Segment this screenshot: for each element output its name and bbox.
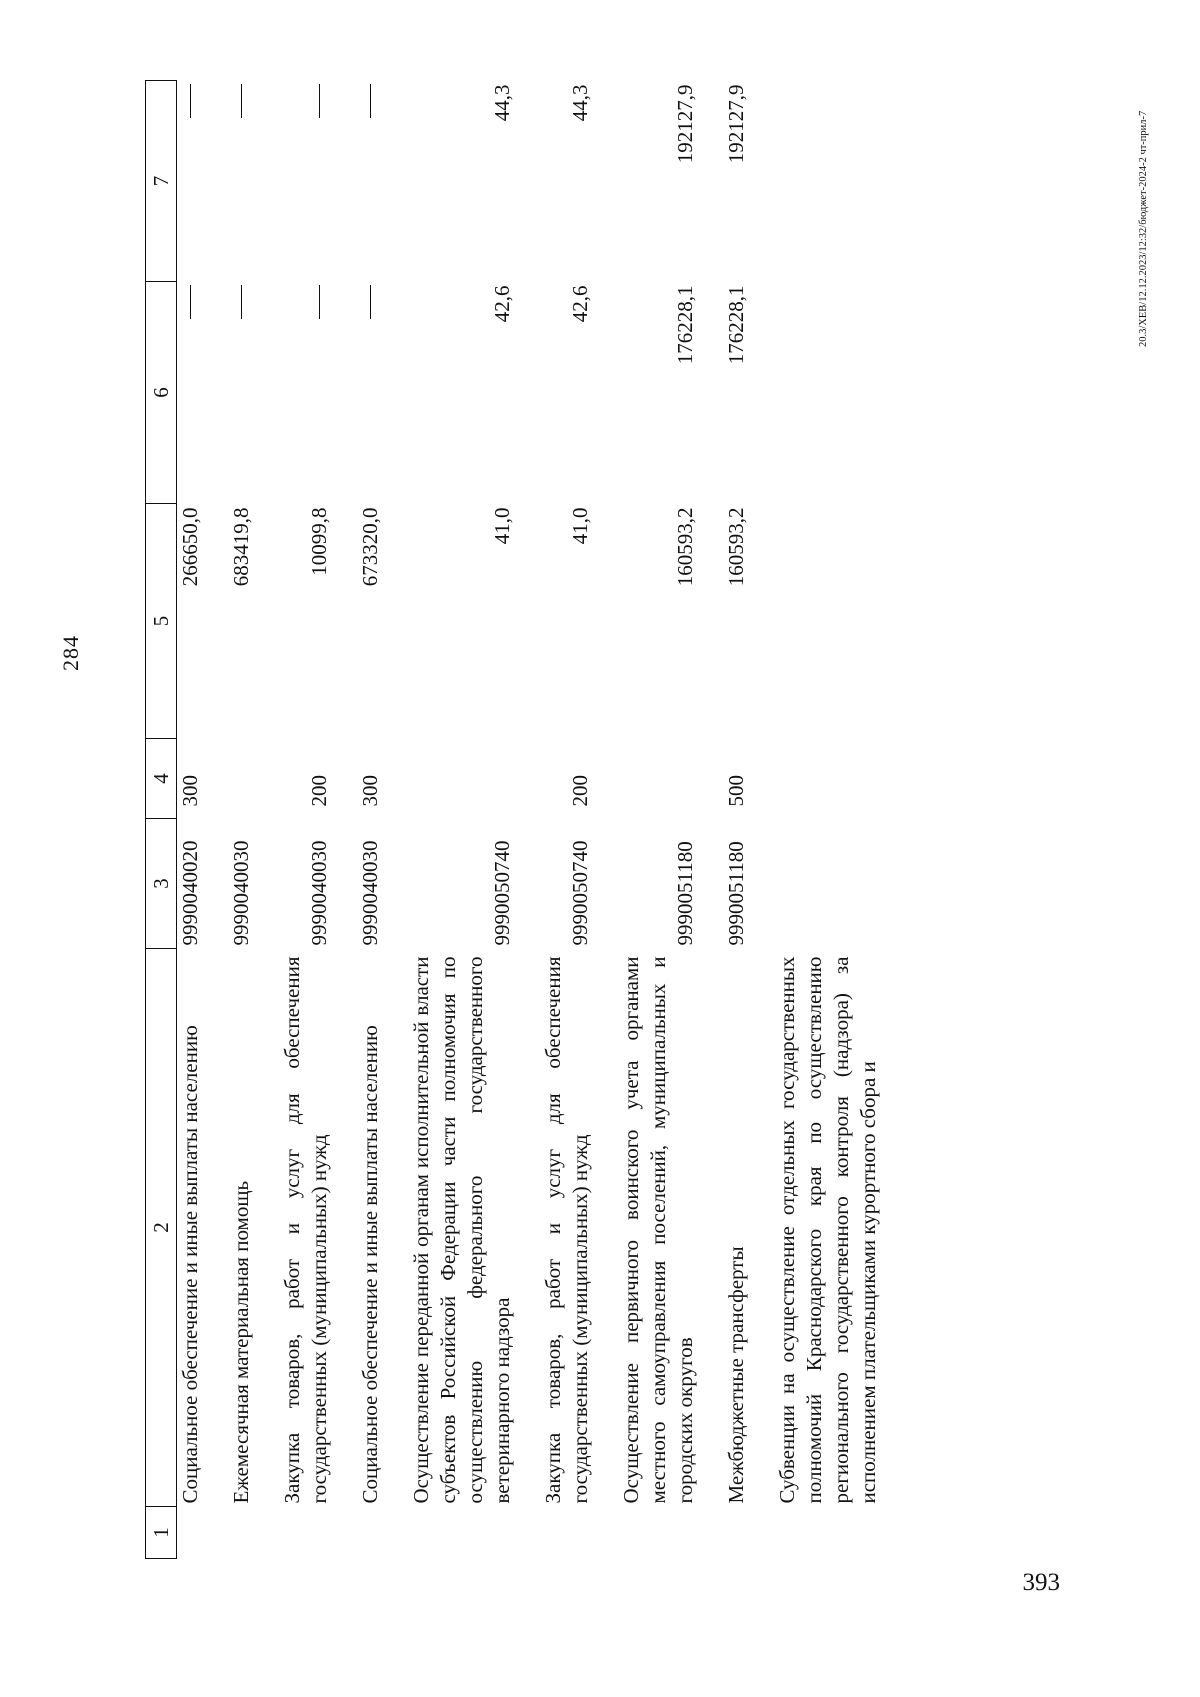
row-value-2025: 176228,1 bbox=[724, 285, 748, 365]
row-value-2025 bbox=[333, 282, 384, 504]
row-value-2026 bbox=[333, 81, 384, 282]
dash-mark bbox=[241, 85, 242, 119]
row-name: Социальное обеспечение и иные выплаты населению bbox=[178, 1025, 202, 1504]
column-header-4: 4 bbox=[146, 739, 177, 819]
document-stamp: 20.3/ХЕВ/12.12.2023/12:32/бюджет-2024-2 чт-прил-7 bbox=[1138, 110, 1149, 347]
row-value-2026: 44,3 bbox=[568, 84, 592, 122]
row-name: Ежемесячная материальная помощь bbox=[229, 1180, 253, 1504]
row-value-2025 bbox=[255, 282, 333, 504]
row-expense-type: 500 bbox=[724, 775, 748, 807]
sheet-number: 393 bbox=[1022, 1569, 1060, 1596]
column-header-5: 5 bbox=[146, 504, 177, 739]
row-value-2026: 192127,9 bbox=[673, 84, 697, 164]
row-number-cell bbox=[516, 1507, 594, 1559]
row-value-2025 bbox=[750, 282, 882, 504]
row-name: Закупка товаров, работ и услуг для обеспечения государственных (муниципальных) нужд bbox=[541, 956, 592, 1504]
row-expense-type bbox=[750, 739, 882, 819]
row-name: Осуществление первичного воинского учета органами местного самоуправления поселений, муниципальных и городских округов bbox=[619, 956, 697, 1504]
row-value-2024: 41,0 bbox=[490, 507, 514, 545]
table-row bbox=[255, 81, 333, 1559]
row-number-cell bbox=[255, 1507, 333, 1559]
row-number-cell bbox=[750, 1507, 882, 1559]
table-row bbox=[750, 81, 882, 1559]
row-code: 9990051180 bbox=[673, 841, 697, 946]
table-header-row bbox=[146, 81, 177, 1559]
row-value-2026 bbox=[204, 81, 255, 282]
table-row bbox=[594, 81, 699, 1559]
dash-mark bbox=[319, 85, 320, 119]
row-value-2025 bbox=[177, 282, 205, 504]
table-row bbox=[177, 81, 205, 1559]
row-value-2024: 41,0 bbox=[568, 507, 592, 545]
row-code: 9990050740 bbox=[568, 840, 592, 946]
table-row bbox=[333, 81, 384, 1559]
row-value-2026: 44,3 bbox=[490, 84, 514, 122]
row-name: Межбюджетные трансферты bbox=[724, 1246, 748, 1504]
dash-mark bbox=[370, 286, 371, 320]
row-value-2024: 266650,0 bbox=[178, 507, 202, 587]
row-expense-type: 300 bbox=[358, 775, 382, 807]
row-expense-type: 300 bbox=[178, 775, 202, 807]
row-number-cell bbox=[177, 1507, 205, 1559]
table-row bbox=[699, 81, 750, 1559]
dash-mark bbox=[190, 286, 191, 320]
row-code: 9990051180 bbox=[724, 841, 748, 946]
row-value-2024: 10099,8 bbox=[307, 507, 331, 576]
row-expense-type bbox=[204, 739, 255, 819]
row-value-2024: 673320,0 bbox=[358, 507, 382, 587]
row-value-2026 bbox=[255, 81, 333, 282]
row-expense-type bbox=[594, 739, 699, 819]
row-value-2025: 176228,1 bbox=[673, 285, 697, 365]
table-row bbox=[516, 81, 594, 1559]
dash-mark bbox=[190, 85, 191, 119]
budget-table bbox=[145, 80, 882, 1559]
row-number-cell bbox=[204, 1507, 255, 1559]
row-value-2026 bbox=[177, 81, 205, 282]
row-name: Социальное обеспечение и иные выплаты населению bbox=[358, 1025, 382, 1504]
row-value-2024 bbox=[750, 504, 882, 739]
row-name: Закупка товаров, работ и услуг для обеспечения государственных (муниципальных) нужд bbox=[280, 956, 331, 1504]
row-code: 9990050740 bbox=[490, 840, 514, 946]
dash-mark bbox=[319, 286, 320, 320]
dash-mark bbox=[241, 286, 242, 320]
table-row bbox=[384, 81, 516, 1559]
row-number-cell bbox=[699, 1507, 750, 1559]
row-value-2025: 42,6 bbox=[568, 285, 592, 323]
row-number-cell bbox=[594, 1507, 699, 1559]
column-header-1: 1 bbox=[146, 1507, 177, 1559]
row-code: 9990040020 bbox=[178, 840, 202, 946]
row-code: 9990040030 bbox=[229, 840, 253, 946]
column-header-3: 3 bbox=[146, 819, 177, 949]
row-value-2026: 192127,9 bbox=[724, 84, 748, 164]
column-header-7: 7 bbox=[146, 81, 177, 282]
row-number-cell bbox=[333, 1507, 384, 1559]
row-value-2025: 42,6 bbox=[490, 285, 514, 323]
row-code: 9990040030 bbox=[358, 840, 382, 946]
row-value-2024: 160593,2 bbox=[673, 507, 697, 587]
row-name: Осуществление переданной органам исполнительной власти субъектов Российской Федерации части полномочия по осуществлению федерального государственного ветеринарного надзора bbox=[409, 956, 514, 1504]
row-code: 9990040030 bbox=[307, 840, 331, 946]
row-expense-type bbox=[384, 739, 516, 819]
column-header-6: 6 bbox=[146, 282, 177, 504]
row-name: Субвенции на осуществление отдельных государственных полномочий Краснодарского края по осуществлению регионального государственного контроля (надзора) за исполнением плательщиками курортного сбора и bbox=[775, 956, 880, 1504]
row-code bbox=[750, 819, 882, 949]
row-value-2024: 683419,8 bbox=[229, 507, 253, 587]
column-header-2: 2 bbox=[146, 949, 177, 1507]
table-row bbox=[204, 81, 255, 1559]
row-value-2025 bbox=[204, 282, 255, 504]
page-number: 284 bbox=[58, 635, 83, 671]
row-value-2024: 160593,2 bbox=[724, 507, 748, 587]
row-number-cell bbox=[384, 1507, 516, 1559]
row-value-2026 bbox=[750, 81, 882, 282]
row-expense-type: 200 bbox=[568, 775, 592, 807]
dash-mark bbox=[370, 85, 371, 119]
row-expense-type: 200 bbox=[307, 775, 331, 807]
